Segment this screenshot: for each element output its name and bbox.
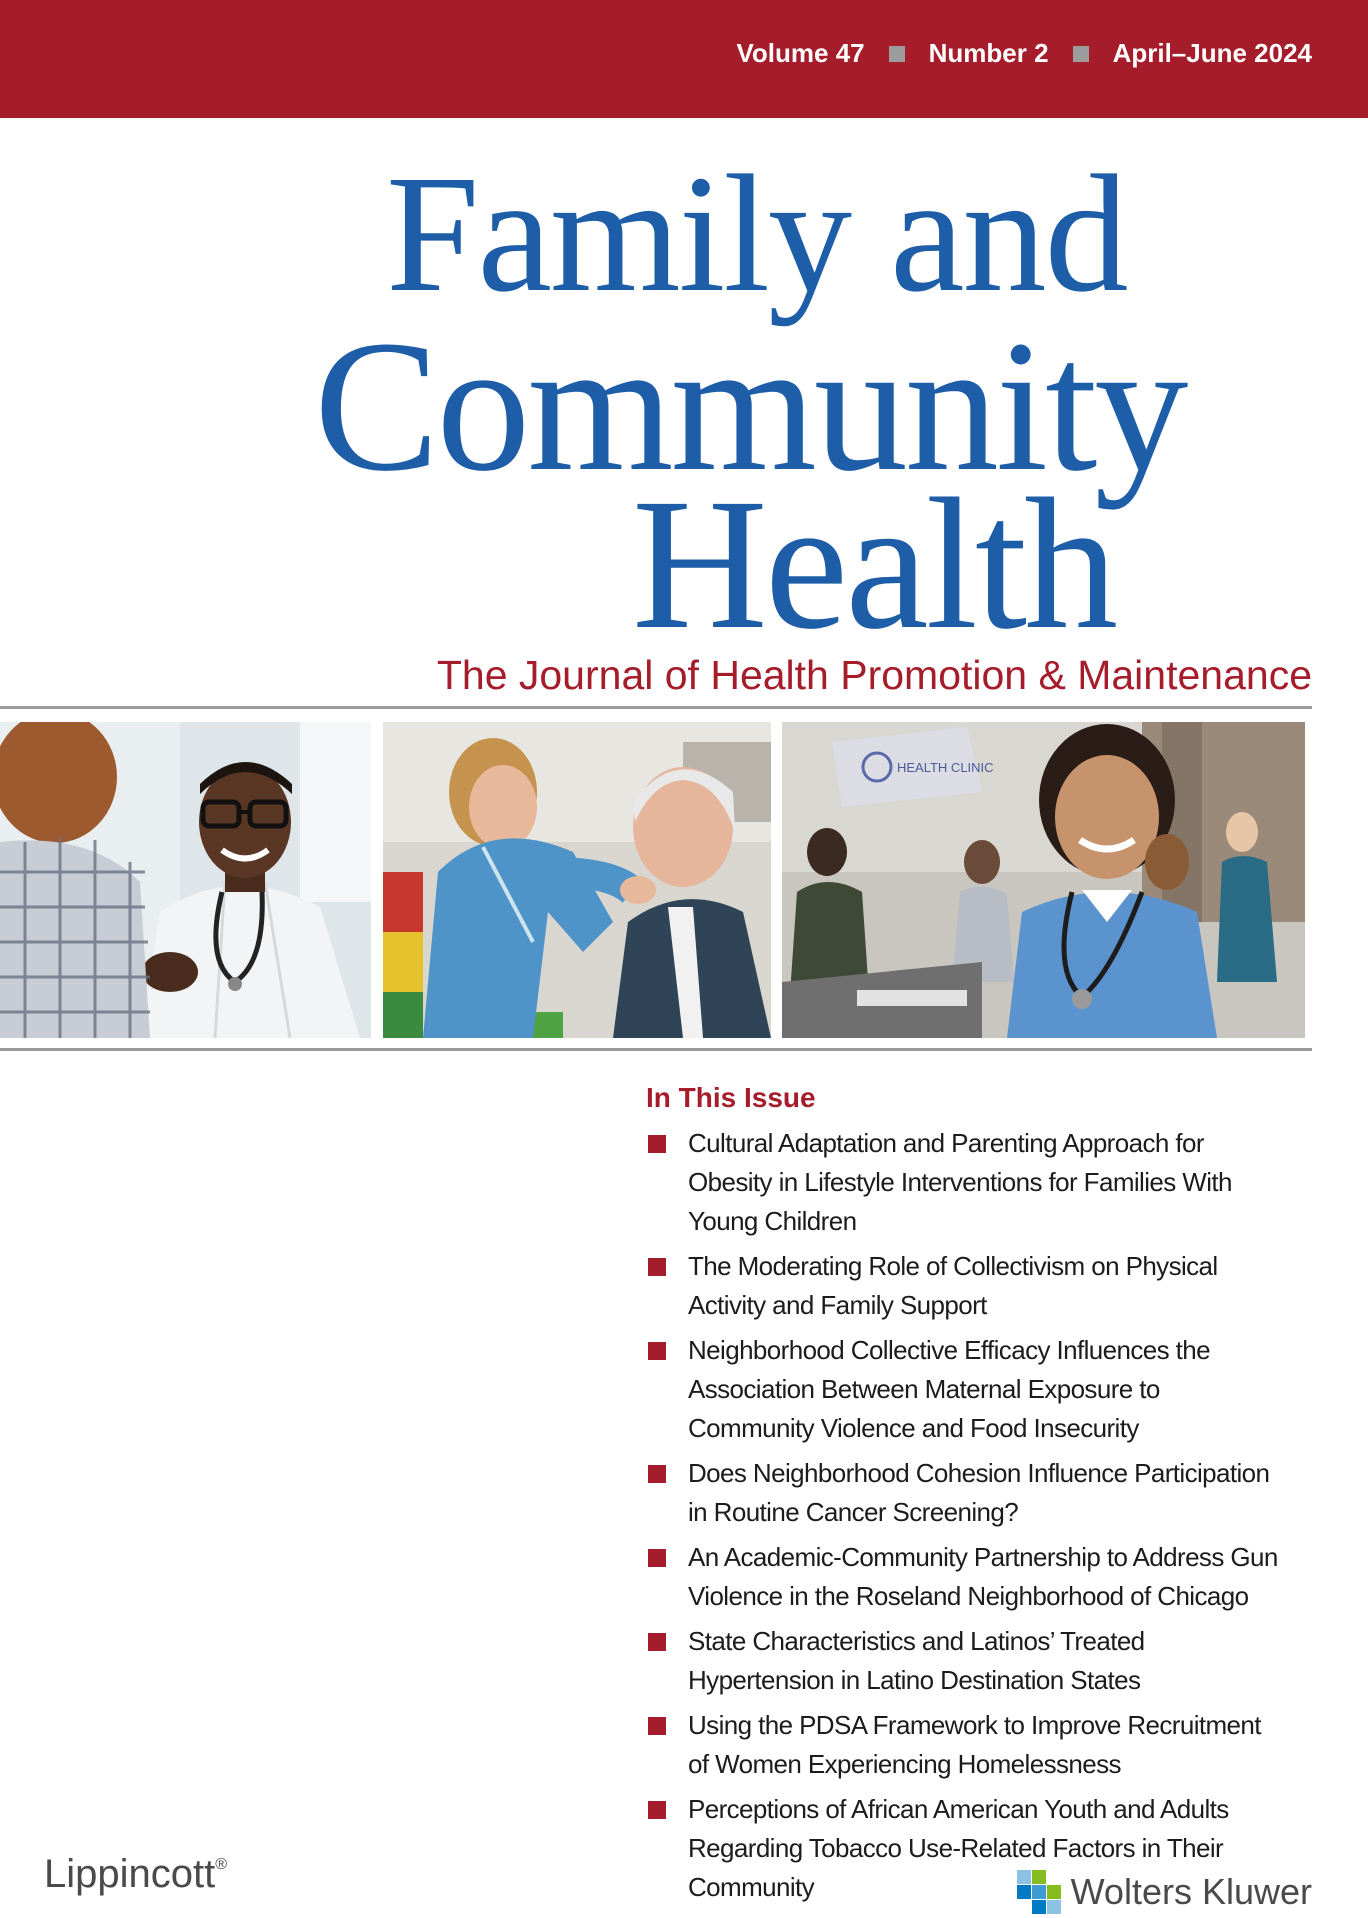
volume-label: Volume 47	[736, 38, 865, 68]
bullet-square-icon	[648, 1135, 666, 1153]
toc-item	[646, 1454, 1286, 1532]
lippincott-logo	[44, 1852, 227, 1897]
toc-item-title: Neighborhood Collective Efficacy Influences the Association Between Maternal Exposure to Community Violence and Food Insecurity	[688, 1335, 1210, 1443]
divider-bottom	[0, 1048, 1312, 1051]
toc-item	[646, 1622, 1286, 1700]
nurse-at-health-clinic-photo	[782, 722, 1305, 1038]
lippincott-wordmark: Lippincott	[44, 1852, 216, 1896]
bullet-square-icon	[648, 1342, 666, 1360]
date-label: April–June 2024	[1112, 38, 1312, 68]
separator-square-icon	[889, 46, 905, 62]
toc-item-title: Does Neighborhood Cohesion Influence Participation in Routine Cancer Screening?	[688, 1458, 1270, 1527]
nurse-with-elderly-man-photo	[383, 722, 771, 1038]
issue-info	[737, 38, 1312, 69]
table-of-contents	[646, 1082, 1286, 1913]
toc-item-title: Cultural Adaptation and Parenting Approach for Obesity in Lifestyle Interventions for Families With Young Children	[688, 1128, 1232, 1236]
toc-item	[646, 1124, 1286, 1241]
toc-item	[646, 1331, 1286, 1448]
toc-item-title: State Characteristics and Latinos’ Treated Hypertension in Latino Destination States	[688, 1626, 1145, 1695]
journal-title-line-3: Health	[632, 459, 1116, 668]
bullet-square-icon	[648, 1717, 666, 1735]
wolters-kluwer-icon	[1017, 1870, 1061, 1914]
toc-list	[646, 1124, 1286, 1907]
toc-heading: In This Issue	[646, 1082, 816, 1113]
bullet-square-icon	[648, 1801, 666, 1819]
toc-item-title: Using the PDSA Framework to Improve Recruitment of Women Experiencing Homelessness	[688, 1710, 1261, 1779]
toc-item-title: Perceptions of African American Youth and Adults Regarding Tobacco Use-Related Factors in Their Community	[688, 1794, 1229, 1902]
toc-item	[646, 1706, 1286, 1784]
toc-item	[646, 1538, 1286, 1616]
journal-subtitle: The Journal of Health Promotion & Maintenance	[436, 652, 1312, 698]
bullet-square-icon	[648, 1549, 666, 1567]
toc-item-title: An Academic-Community Partnership to Address Gun Violence in the Roseland Neighborhood of Chicago	[688, 1542, 1278, 1611]
doctor-with-child-photo	[0, 722, 371, 1038]
journal-title-line-1: Family and	[386, 141, 1127, 327]
separator-square-icon	[1073, 46, 1089, 62]
bullet-square-icon	[648, 1633, 666, 1651]
registered-mark: ®	[215, 1856, 228, 1873]
bullet-square-icon	[648, 1258, 666, 1276]
journal-title-line-2: Community	[314, 301, 1186, 510]
wolters-kluwer-logo	[1017, 1870, 1312, 1914]
wolters-kluwer-wordmark: Wolters Kluwer	[1070, 1871, 1312, 1912]
toc-item-title: The Moderating Role of Collectivism on Physical Activity and Family Support	[688, 1251, 1218, 1320]
bullet-square-icon	[648, 1465, 666, 1483]
number-label: Number 2	[928, 38, 1049, 68]
toc-item	[646, 1247, 1286, 1325]
clinic-sign-text: HEALTH CLINIC	[897, 760, 994, 775]
divider-top	[0, 706, 1312, 709]
header-bar	[0, 0, 1368, 118]
